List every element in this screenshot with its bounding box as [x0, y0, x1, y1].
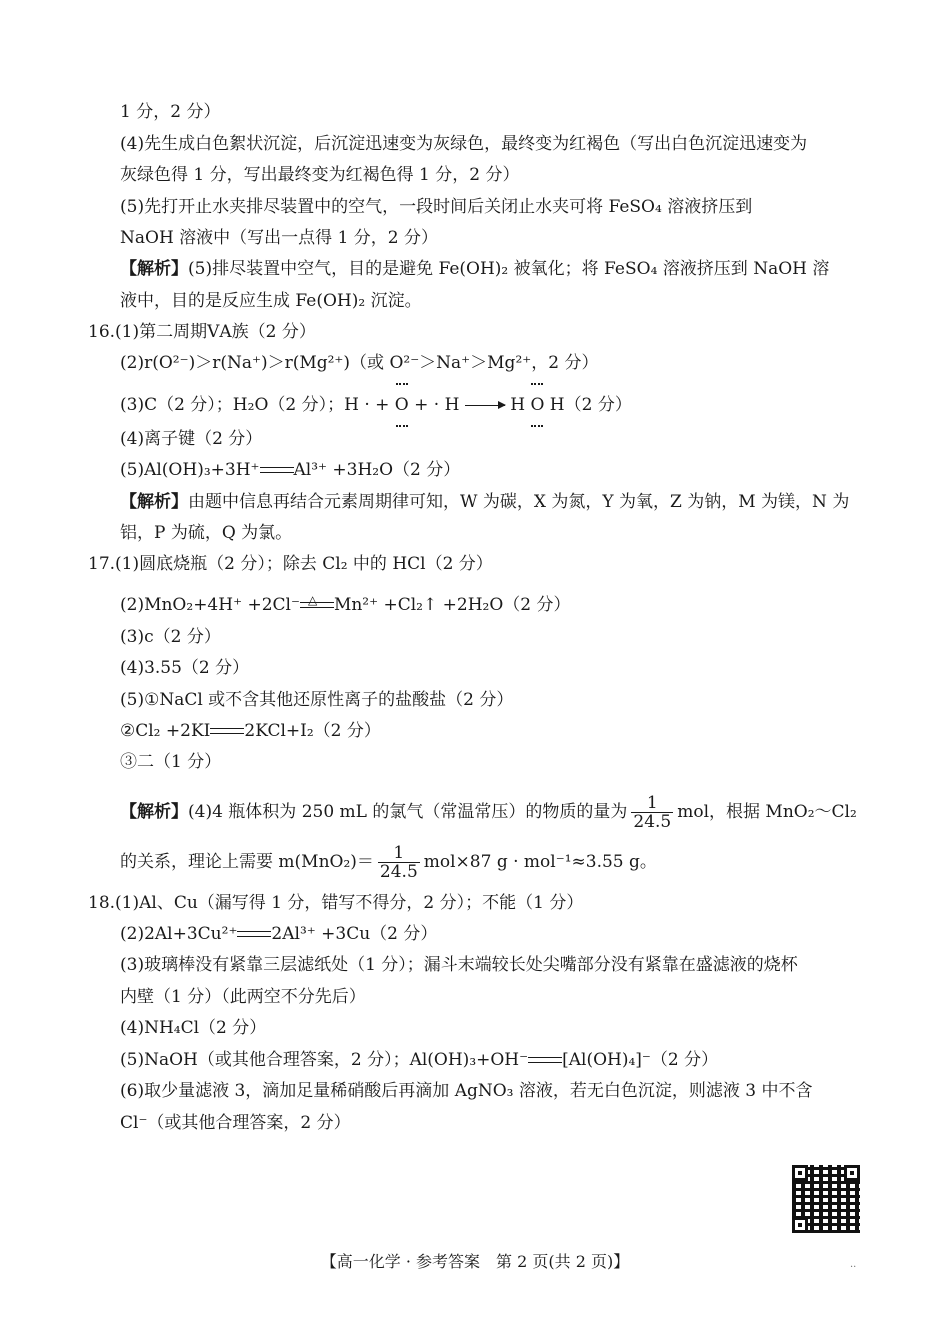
text-line: (4)先生成白色絮状沉淀，后沉淀迅速变为灰绿色，最终变为红褐色（写出白色沉淀迅速变为 [120, 134, 808, 154]
equals-sign-icon [260, 466, 294, 476]
text-line: (3)c（2 分） [120, 627, 221, 647]
analysis-line: 的关系，理论上需要 m(MnO₂)＝ $\frac{1}{24.5}$ mol×87 g · mol⁻¹≈3.55 g。 [120, 843, 657, 882]
oxygen-dot-symbol: O [530, 395, 545, 415]
text-line: (6)取少量滤液 3，滴加足量稀硝酸后再滴加 AgNO₃ 溶液，若无白色沉淀，则滤液 3 中不含 [120, 1081, 813, 1101]
electron-formula-line: (3)C（2 分）；H₂O（2 分）；H · + O + · H H O H（2 分） [120, 395, 632, 415]
analysis-label: 【解析】 [120, 802, 188, 822]
text-line: (4)离子键（2 分） [120, 429, 263, 449]
text-line: 1 分，2 分） [120, 102, 221, 122]
reaction-arrow-icon [465, 405, 505, 406]
question-17 [88, 552, 493, 576]
answer-text: (1)第二周期ⅤA族（2 分） [115, 322, 316, 342]
equation-line: (5)NaOH（或其他合理答案，2 分）；Al(OH)₃+OH⁻ [Al(OH)₄]⁻（2 分） [120, 1050, 719, 1070]
text-line: ③二（1 分） [120, 752, 222, 772]
heat-symbol: △ [307, 592, 318, 607]
equals-sign-icon [300, 592, 334, 611]
equals-sign-icon [237, 930, 271, 940]
equation-line: (2)MnO₂+4H⁺ +2Cl⁻ △ Mn²⁺ +Cl₂↑ +2H₂O（2 分） [120, 593, 571, 617]
text-line: (3)玻璃棒没有紧靠三层滤纸处（1 分）；漏斗末端较长处尖嘴部分没有紧靠在盛滤液的烧杯 [120, 955, 798, 975]
equation-line: (5)Al(OH)₃+3H⁺ Al³⁺ +3H₂O（2 分） [120, 460, 461, 480]
oxygen-dot-symbol: O [394, 395, 409, 415]
text-line: 灰绿色得 1 分，写出最终变为红褐色得 1 分，2 分） [120, 165, 520, 185]
text-line: NaOH 溶液中（写出一点得 1 分，2 分） [120, 228, 439, 248]
text-line: (5)①NaCl 或不含其他还原性离子的盐酸盐（2 分） [120, 690, 514, 710]
analysis-label: 【解析】 [120, 259, 188, 279]
analysis-text: (5)排尽装置中空气，目的是避免 Fe(OH)₂ 被氧化；将 FeSO₄ 溶液挤压到 NaOH 溶 [188, 259, 830, 279]
text-line: Cl⁻（或其他合理答案，2 分） [120, 1113, 351, 1133]
analysis-line [120, 257, 829, 281]
answer-text: (1)圆底烧瓶（2 分）；除去 Cl₂ 中的 HCl（2 分） [115, 554, 493, 574]
fraction: $\frac{1}{24.5}$ [379, 843, 418, 882]
analysis-line [120, 490, 849, 514]
scan-mark: ·· [850, 1262, 857, 1273]
text-line: (2)r(O²⁻)＞r(Na⁺)＞r(Mg²⁺)（或 O²⁻＞Na⁺＞Mg²⁺，2 分） [120, 353, 599, 373]
fraction: $\frac{1}{24.5}$ [633, 793, 672, 832]
analysis-text: 由题中信息再结合元素周期律可知，W 为碳，X 为氮，Y 为氧，Z 为钠，M 为镁，N 为 [188, 492, 850, 512]
equals-sign-icon [210, 727, 244, 737]
text-line: (5)先打开止水夹排尽装置中的空气，一段时间后关闭止水夹可将 FeSO₄ 溶液挤压到 [120, 197, 753, 217]
text-line: 内壁（1 分）（此两空不分先后） [120, 987, 366, 1007]
equation-line: ②Cl₂ +2KI 2KCl+I₂（2 分） [120, 721, 381, 741]
equals-sign-icon [528, 1056, 562, 1066]
question-number: 16. [88, 322, 116, 342]
text-line: 铝，P 为硫，Q 为氯。 [120, 523, 293, 543]
question-18 [88, 891, 583, 915]
page-footer: 【高一化学 · 参考答案 第 2 页(共 2 页)】 [320, 1252, 630, 1271]
question-16 [88, 320, 316, 344]
answer-text: (1)Al、Cu（漏写得 1 分，错写不得分，2 分）；不能（1 分） [115, 893, 584, 913]
text-line: (4)NH₄Cl（2 分） [120, 1018, 267, 1038]
equation-line: (2)2Al+3Cu²⁺ 2Al³⁺ +3Cu（2 分） [120, 924, 438, 944]
analysis-line: 【解析】(4)4 瓶体积为 250 mL 的氯气（常温常压）的物质的量为 $\frac{1}{24.5}$ mol，根据 MnO₂～Cl₂ [120, 793, 857, 832]
question-number: 18. [88, 893, 116, 913]
qr-code-icon [792, 1165, 860, 1233]
question-number: 17. [88, 554, 116, 574]
text-line: (4)3.55（2 分） [120, 658, 250, 678]
analysis-label: 【解析】 [120, 492, 188, 512]
text-line: 液中，目的是反应生成 Fe(OH)₂ 沉淀。 [120, 291, 422, 311]
